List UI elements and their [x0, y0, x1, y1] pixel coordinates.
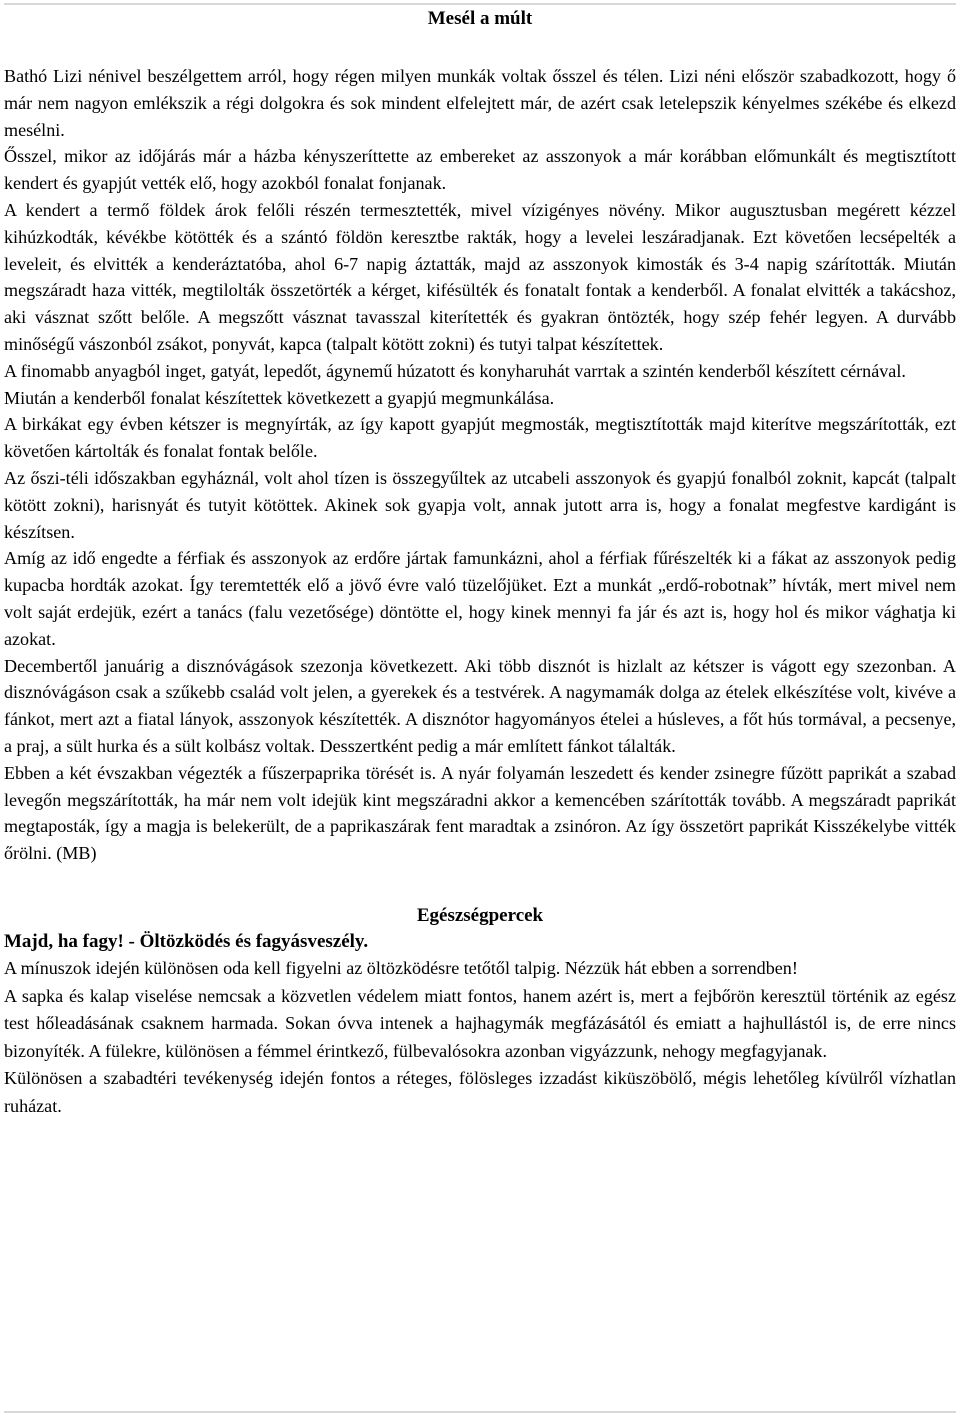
paragraph: Az őszi-téli időszakban egyháznál, volt ahol tízen is összegyűltek az utcabeli asszonyok és gyapjú fonalból zoknit, kapcát (talpalt kötött zokni), harisnyát és tutyit kötöttek. Akinek sok gyapja volt, annak jutott arra is, hogy a fonalat megfestve kardigánt is készítsen. [4, 467, 956, 542]
paragraph: A birkákat egy évben kétszer is megnyírták, az így kapott gyapjút megmosták, megtisztították majd kiterítve megszárították, ezt követően kártolták és fonalat fontak belőle. [4, 414, 956, 462]
article-title-egeszsegpercek: Egészségpercek [416, 904, 544, 926]
paragraph: Amíg az idő engedte a férfiak és asszonyok az erdőre jártak famunkázni, ahol a férfiak fűrészelték ki a fákat az asszonyok pedig kupacba hordták azokat. Így teremtették elő a jövő évre való tüzelőjüket. Ezt a munkát „erdő-robotnak” hívták, mert mivel nem volt saját erdejük, ezért a tanács (falu vezetősége) döntötte el, hogy kinek mennyi fa jár és azt is, hogy hol és mikor vághatja ki azokat. [4, 548, 956, 649]
document-page [4, 8, 956, 1120]
paragraph: A sapka és kalap viselése nemcsak a közvetlen védelem miatt fontos, hanem azért is, mert a fejbőrön keresztül történik az egész test hőleadásának csaknem harmada. Sokan óvva intenek a hajhagymák megfázásától és emiatt a hajhullástól is, de erre nincs bizonyíték. A fülekre, különösen a fémmel érintkező, fülbevalósokra azonban vigyázzunk, nehogy megfagyjanak. [4, 985, 956, 1061]
article-egeszsegpercek [4, 903, 956, 1121]
paragraph: Decembertől januárig a disznóvágások szezonja következett. Aki több disznót is hizlalt az kétszer is vágott egy szezonban. A disznóvágáson csak a szűkebb család volt jelen, a gyerekek és a testvérek. A nagymamák dolga az ételek elkészítése volt, kivéve a fánkot, mert azt a fiatal lányok, asszonyok készítették. A disznótor hagyományos ételei a húsleves, a főt hús tormával, a pecsenye, a praj, a sült hurka és a sült kolbász voltak. Desszertként pedig a már említett fánkot tálalták. [4, 655, 956, 756]
paragraph: Miután a kenderből fonalat készítettek következett a gyapjú megmunkálása. [4, 387, 555, 408]
paragraph: A mínuszok idején különösen oda kell figyelni az öltözködésre tetőtől talpig. Nézzük hát ebben a sorrendben! [4, 957, 798, 978]
paragraph: Bathó Lizi nénivel beszélgettem arról, hogy régen milyen munkák voltak ősszel és télen. Lizi néni először szabadkozott, hogy ő már nem nagyon emlékszik a régi dolgokra és sok mindent elfelejtett már, de azért csak letelepszik kényelmes székébe és elkezd mesélni. [4, 66, 956, 140]
bottom-divider [4, 1411, 956, 1413]
top-divider [4, 3, 956, 5]
paragraph: A kendert a termő földek árok felőli részén termesztették, mivel vízigényes növény. Mikor augusztusban megérett kézzel kihúzkodták, kévékbe kötötték és a szántó földön keresztbe rakták, hogy a levelei leszáradjanak. Ezt követően lecsépelték a leveleit, és elvitték a kenderáztatóba, ahol 6-7 napig áztatták, majd az asszonyok kimosták és 3-4 napig szárították. Miután megszáradt haza vitték, megtilolták összetörték a kérget, kifésülték és fonatalt fontak a kenderből. A fonalat elvitték a takácshoz, aki vásznat szőtt belőle. A megszőtt vásznat tavasszal kiterítették és gyakran öntözték, hogy szép fehér legyen. A durvább minőségű vászonból zsákot, ponyvát, kapca (talpalt kötött zokni) és tutyi talpat készítettek. [4, 199, 956, 354]
article-subtitle: Majd, ha fagy! - Öltözködés és fagyásveszély. [4, 930, 369, 952]
paragraph: A finomabb anyagból inget, gatyát, lepedőt, ágynemű húzatott és konyharuhát varrtak a szintén kenderből készített cérnával. [4, 360, 906, 381]
article-title-mesel-a-mult: Mesél a múlt [427, 8, 533, 29]
paragraph: Ebben a két évszakban végezték a fűszerpaprika törését is. A nyár folyamán leszedett és kender zsinegre fűzött paprikát a szabad levegőn megszárították, ha már nem volt idejük kint megszáradni akkor a kemencében szárították tovább. A megszáradt paprikát megtaposták, így a magja is belekerült, de a paprikaszárak fent maradtak a zsinóron. Az így összetört paprikát Kisszékelybe vitték őrölni. (MB) [4, 762, 956, 864]
article-mesel-a-mult-body [4, 63, 956, 867]
paragraph: Ősszel, mikor az időjárás már a házba kényszeríttette az embereket az asszonyok a már korábban előmunkált és megtisztított kendert és gyapjút vették elő, hogy azokból fonalat fonjanak. [4, 146, 956, 194]
paragraph: Különösen a szabadtéri tevékenység idején fontos a réteges, fölösleges izzadást kiküszöbölő, mégis lehetőleg kívülről vízhatlan ruházat. [4, 1068, 956, 1116]
